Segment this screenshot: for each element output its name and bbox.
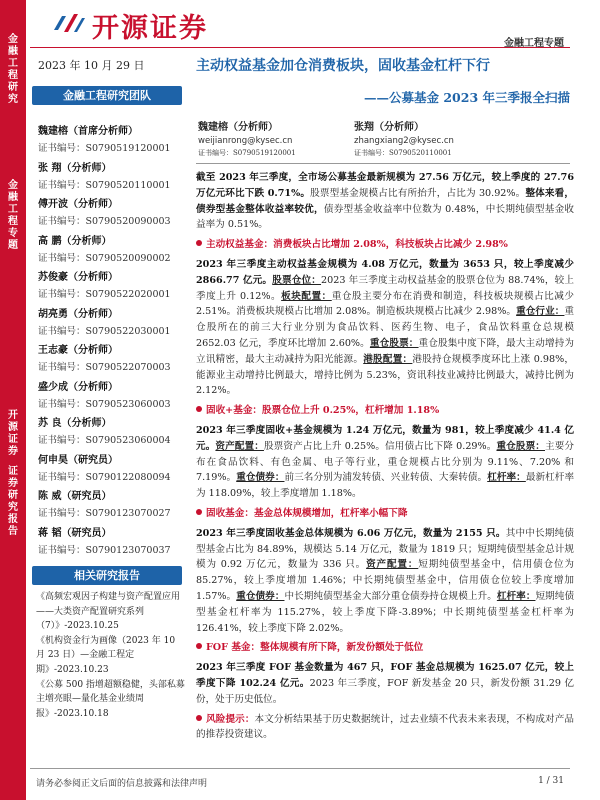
section-heading-fof: FOF 基金：整体规模有所下降，新发份额处于低位	[196, 640, 574, 656]
report-title: 主动权益基金加仓消费板块，固收基金杠杆下行	[196, 58, 490, 74]
author-email[interactable]: weijianrong@kysec.cn	[198, 136, 293, 146]
analyst-name: 张 翔（分析师）	[38, 162, 112, 174]
section-heading-equity: 主动权益基金：消费板块占比增加 2.08%，科技板块占比减少 2.98%	[196, 237, 574, 253]
author-name: 魏建榕（分析师）	[198, 122, 278, 133]
analyst-entry	[38, 268, 188, 300]
author-card	[198, 118, 296, 158]
analyst-cert: 证书编号：S0790522020001	[38, 289, 171, 300]
fixed-income-plus-paragraph: 2023 年三季度固收+基金规模为 1.24 万亿元，数量为 981，较上季度减少 41.4 亿元。资产配置：股票资产占比上升 0.25%。信用债占比下降 0.29%。重仓股票：主要分布在食品饮料、有色金属、电子等行业，重仓规模占比分别为 9.11%、7.20% 和 7.19%。重仓债券：前三名分别为浦发转债、兴业转债、大秦转债。杠杆率：最新杠杆率为 118.09%，较上季度增加 1.18%。	[196, 424, 575, 500]
side-label-broker: 开 源 证 券	[8, 410, 18, 457]
analyst-entry	[38, 378, 188, 410]
author-email[interactable]: zhangxiang2@kysec.cn	[354, 136, 454, 146]
footer-disclaimer: 请务必参阅正文后面的信息披露和法律声明	[36, 779, 208, 789]
analyst-cert: 证书编号：S0790522030001	[38, 325, 171, 337]
analyst-entry	[38, 414, 188, 446]
analyst-name: 高 鹏（分析师）	[38, 235, 112, 247]
logo-text: 开源证券	[92, 13, 208, 44]
authors-divider	[196, 163, 570, 164]
analyst-cert: 证书编号：S0790522070003	[38, 362, 171, 373]
footer-divider	[30, 768, 570, 769]
analyst-cert: 证书编号：S0790520090003	[38, 216, 171, 227]
analyst-entry	[38, 195, 188, 227]
related-report-link[interactable]: 《高频宏观因子构建与资产配置应用——大类资产配置研究系列（7）》-2023.10.25	[36, 592, 181, 632]
side-label-topic: 金 融 工 程 专 题	[8, 180, 18, 251]
report-body	[196, 170, 574, 747]
analyst-name: 苏 良（分析师）	[38, 418, 112, 429]
related-heading: 相关研究报告	[32, 566, 182, 585]
bullet-icon	[196, 240, 202, 246]
analyst-name: 胡亮勇（分析师）	[38, 308, 118, 320]
related-report-link[interactable]: 《公募 500 指增超额稳健，头部私募主增亮眼—量化基金业绩周报》-2023.10.18	[36, 679, 185, 719]
author-cert: 证书编号：S0790519120001	[198, 149, 296, 157]
analyst-name: 何申昊（研究员）	[38, 454, 118, 466]
section-heading-fixed-income: 固收基金：基金总体规模增加，杠杆率小幅下降	[196, 506, 574, 522]
author-name: 张翔（分析师）	[354, 122, 424, 133]
analyst-name: 魏建榕（首席分析师）	[38, 126, 138, 137]
analyst-entry	[38, 524, 188, 556]
side-label-report: 证 券 研 究 报 告	[8, 466, 18, 537]
fixed-income-paragraph: 2023 年三季度固收基金总体规模为 6.06 万亿元，数量为 2155 只。其中中长期纯债型基金占比为 84.89%，规模达 5.14 万亿元，数量为 1819 只；短期纯债型基金总计规模为 0.92 万亿元，数量为 336 只。资产配置：短期纯债型基金中，信用债仓位为 85.27%，较上季度增加 1.46%；中长期纯债型基金中，信用债仓位较上季度增加 1.57%。重仓债券：中长期纯债型基金大部分重仓债券持仓规模上升。杠杆率：短期纯债型基金杠杆率为 115.27%，较上季度下降-3.89%；中长期纯债型基金杠杆率为 126.41%，较上季度下降 2.02%。	[196, 527, 575, 634]
logo-mark-icon	[52, 10, 86, 36]
analyst-cert: 证书编号：S0790519120001	[38, 143, 171, 154]
analyst-name: 陈 威（研究员）	[38, 491, 112, 502]
intro-paragraph: 截至 2023 年三季度，全市场公募基金最新规模为 27.56 万亿元，较上季度的 27.76 万亿元环比下跌 0.71%。股票型基金规模占比有所抬升，占比为 30.92%。整体来看，债券型基金整体收益率较优，债券型基金收益率中位数为 0.48%，中长期纯债型基金收益率为 0.51%。	[196, 172, 575, 231]
author-card	[354, 118, 454, 158]
side-band	[0, 0, 26, 800]
header-divider	[30, 47, 570, 48]
analyst-entry	[38, 341, 188, 373]
analyst-name: 苏俊豪（分析师）	[38, 272, 118, 283]
analyst-entry	[38, 487, 188, 519]
analyst-cert: 证书编号：S0790520090002	[38, 252, 171, 264]
bullet-icon	[196, 406, 202, 412]
report-date: 2023 年 10 月 29 日	[38, 59, 145, 72]
analyst-cert: 证书编号：S0790123070027	[38, 508, 171, 519]
author-cert: 证书编号：S0790520110001	[354, 149, 452, 157]
analyst-entry	[38, 232, 188, 264]
side-label-research: 金 融 工 程 研 究	[8, 34, 18, 105]
analyst-name: 傅开波（分析师）	[38, 199, 118, 210]
analyst-cert: 证书编号：S0790123070037	[38, 544, 171, 556]
analyst-entry	[38, 305, 188, 337]
analyst-name: 蒋 韬（研究员）	[38, 527, 112, 539]
team-heading: 金融工程研究团队	[32, 86, 182, 105]
section-heading-fixed-income-plus: 固收+基金：股票仓位上升 0.25%，杠杆增加 1.18%	[196, 403, 574, 419]
analyst-entry	[38, 159, 188, 191]
report-type-tag: 金融工程专题	[504, 38, 564, 49]
equity-paragraph: 2023 年三季度主动权益基金规模为 4.08 万亿元，数量为 3653 只，较上季度减少 2866.77 亿元。股票仓位：2023 年三季度主动权益基金的股票仓位为 88.74%，较上季度上升 0.12%。板块配置：重仓股主要分布在消费和制造，科技板块规模占比减少 2.51%。消费板块规模占比增加 2.08%。制造板块规模占比减少 2.98%。重仓行业：重仓股所在的前三大行业分别为食品饮料、医药生物、电子，食品饮料重仓总规模 2652.03 亿元，季度环比增加 2.60%。重仓股票：重仓股集中度下降，最大主动增持为立讯精密，最大主动减持为阳光能源。港股配置：港股持仓规模季度环比上涨 0.98%，能源业主动增持比例最大，增持比例为 5.23%，资讯科技业减持比例最大，减持比例为 2.12%。	[196, 258, 575, 397]
author-block	[196, 118, 576, 166]
related-report-link[interactable]: 《机构资金行为画像（2023 年 10 月 23 日）—金融工程定期》-2023.10.23	[36, 635, 176, 675]
analyst-cert: 证书编号：S0790523060003	[38, 398, 171, 410]
analyst-cert: 证书编号：S0790122080094	[38, 471, 171, 483]
fof-paragraph: 2023 年三季度 FOF 基金数量为 467 只，FOF 基金总规模为 1625.07 亿元，较上季度下降 102.24 亿元。2023 年三季度，FOF 新发基金 20 只，新发份额 31.29 亿份，处于历史低位。	[196, 662, 574, 705]
related-reports	[36, 590, 186, 721]
bullet-icon	[196, 643, 202, 649]
brand-logo	[52, 6, 242, 44]
analyst-entry	[38, 451, 188, 483]
analyst-name: 王志豪（分析师）	[38, 345, 118, 356]
analyst-cert: 证书编号：S0790520110001	[38, 179, 171, 191]
analyst-entry	[38, 122, 188, 154]
report-subtitle: ——公募基金 2023 年三季报全扫描	[364, 90, 570, 105]
bullet-icon	[196, 715, 202, 721]
risk-paragraph: 风险提示：本文分析结果基于历史数据统计，过去业绩不代表未来表现，不构成对产品的推荐投资建议。	[196, 713, 575, 741]
page-number: 1 / 31	[538, 776, 564, 786]
analyst-name: 盛少成（分析师）	[38, 381, 118, 393]
bullet-icon	[196, 509, 202, 515]
analyst-cert: 证书编号：S0790523060004	[38, 435, 171, 446]
